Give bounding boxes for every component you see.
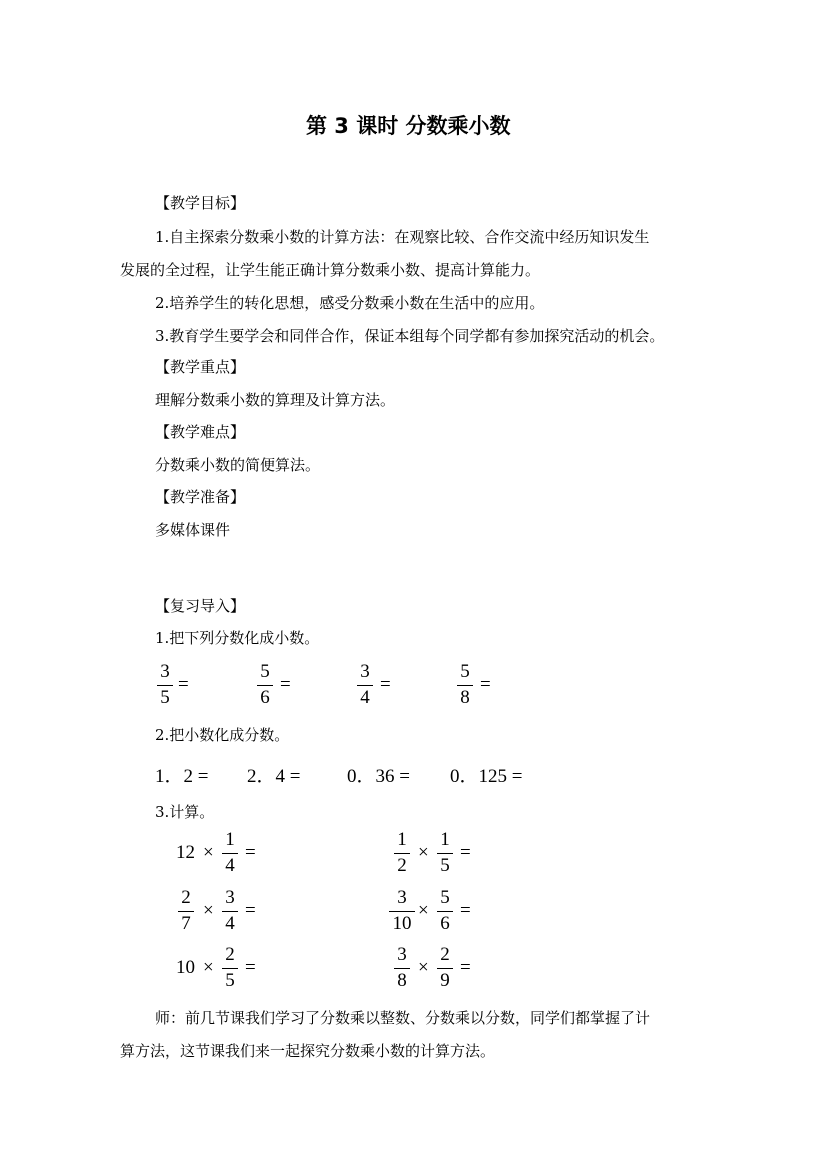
fraction-bar [437, 968, 453, 969]
numerator: 5 [460, 661, 470, 682]
equals-sign: = [460, 842, 471, 863]
whole-number: 12 [176, 842, 195, 863]
equals-sign: = [178, 674, 189, 695]
denominator: 6 [440, 913, 450, 934]
goal-1-line-1: 1.自主探索分数乘小数的计算方法：在观察比较、合作交流中经历知识发生 [155, 228, 650, 246]
times-sign: × [418, 957, 429, 978]
equals-sign: = [280, 674, 291, 695]
fraction-bar [257, 685, 273, 686]
exercise-2-item: 0．36 = [347, 766, 410, 787]
exercise-2-item: 0．125 = [450, 766, 523, 787]
numerator: 1 [440, 829, 450, 850]
difficulties-header: 【教学难点】 [155, 423, 246, 441]
review-header: 【复习导入】 [155, 597, 246, 615]
goal-2: 2.培养学生的转化思想，感受分数乘小数在生活中的应用。 [155, 294, 545, 312]
denominator: 8 [460, 687, 470, 708]
equals-sign: = [460, 900, 471, 921]
numerator: 1 [225, 829, 235, 850]
denominator: 5 [225, 970, 235, 991]
numerator: 5 [260, 661, 270, 682]
fraction-bar [437, 911, 453, 912]
times-sign: × [418, 900, 429, 921]
equals-sign: = [460, 957, 471, 978]
numerator: 3 [360, 661, 370, 682]
equals-sign: = [245, 842, 256, 863]
fraction-bar [389, 911, 415, 912]
times-sign: × [203, 842, 214, 863]
teacher-remark-line-2: 算方法，这节课我们来一起探究分数乘小数的计算方法。 [120, 1042, 496, 1060]
denominator: 7 [181, 913, 191, 934]
equals-sign: = [245, 900, 256, 921]
equals-sign: = [480, 674, 491, 695]
fraction-bar [394, 853, 410, 854]
denominator: 10 [392, 913, 412, 934]
denominator: 4 [225, 913, 235, 934]
fraction-bar [457, 685, 473, 686]
times-sign: × [203, 900, 214, 921]
numerator: 3 [225, 887, 235, 908]
denominator: 5 [440, 855, 450, 876]
goal-3: 3.教育学生要学会和同伴合作，保证本组每个同学都有参加探究活动的机会。 [155, 327, 665, 345]
denominator: 8 [397, 970, 407, 991]
numerator: 3 [397, 887, 407, 908]
denominator: 4 [225, 855, 235, 876]
preparation-text: 多媒体课件 [155, 521, 231, 539]
exercise-2-prompt: 2.把小数化成分数。 [155, 726, 290, 744]
exercise-2-item: 1．2 = [155, 766, 209, 787]
fraction-bar [222, 911, 238, 912]
numerator: 5 [440, 887, 450, 908]
numerator: 2 [225, 944, 235, 965]
numerator: 3 [397, 944, 407, 965]
goals-header: 【教学目标】 [155, 194, 246, 212]
fraction-bar [222, 853, 238, 854]
goal-1-line-2: 发展的全过程，让学生能正确计算分数乘小数、提高计算能力。 [120, 261, 541, 279]
fraction-bar [394, 968, 410, 969]
equals-sign: = [245, 957, 256, 978]
teacher-remark-line-1: 师：前几节课我们学习了分数乘以整数、分数乘以分数，同学们都掌握了计 [155, 1009, 651, 1027]
page-title: 第 3 课时 分数乘小数 [306, 114, 511, 138]
fraction-bar [178, 911, 194, 912]
whole-number: 10 [176, 957, 195, 978]
preparation-header: 【教学准备】 [155, 488, 246, 506]
numerator: 2 [440, 944, 450, 965]
exercise-2-item: 2．4 = [247, 766, 301, 787]
denominator: 4 [360, 687, 370, 708]
fraction-bar [222, 968, 238, 969]
difficulties-text: 分数乘小数的简便算法。 [155, 456, 321, 474]
numerator: 3 [160, 661, 170, 682]
numerator: 2 [181, 887, 191, 908]
fraction-bar [357, 685, 373, 686]
denominator: 2 [397, 855, 407, 876]
numerator: 1 [397, 829, 407, 850]
times-sign: × [418, 842, 429, 863]
exercise-3-prompt: 3.计算。 [155, 803, 215, 821]
times-sign: × [203, 957, 214, 978]
denominator: 6 [260, 687, 270, 708]
key-points-text: 理解分数乘小数的算理及计算方法。 [155, 391, 396, 409]
fraction-bar [437, 853, 453, 854]
key-points-header: 【教学重点】 [155, 358, 246, 376]
equals-sign: = [380, 674, 391, 695]
denominator: 5 [160, 687, 170, 708]
fraction-bar [157, 685, 173, 686]
exercise-1-prompt: 1.把下列分数化成小数。 [155, 629, 320, 647]
denominator: 9 [440, 970, 450, 991]
